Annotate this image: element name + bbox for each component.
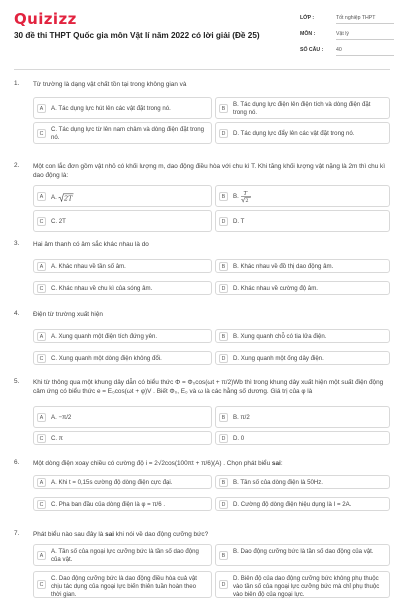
option-a[interactable] [33,475,212,489]
question-text-part: Phát biểu nào sau đây là [33,531,106,538]
option-text: B. Dao động cưỡng bức là tần số dao động của vật. [233,548,374,555]
option-text: D. Tác dụng lực đẩy lên các vật đặt trong nó. [233,130,355,137]
option-text: B. Xung quanh chỗ có tia lửa điện. [233,333,327,340]
option-text: B. Tần số của dòng điện là 50Hz. [233,479,323,486]
option-key-box: B [219,413,228,422]
option-d[interactable] [215,210,390,232]
option-text: C. Pha ban đầu của dòng điện là φ = π/6 . [51,501,166,508]
option-a[interactable] [33,97,212,119]
option-key-box: C [37,500,46,509]
option-key-box: C [37,129,46,138]
option-d[interactable] [215,351,390,365]
option-text: A. Xung quanh một điện tích đứng yên. [51,333,158,340]
option-text: C. Khác nhau về chu kì của sóng âm. [51,285,153,292]
question-text: Hai âm thanh có âm sắc khác nhau là do [33,241,149,248]
question-number: 6. [14,459,20,466]
option-key-box: C [37,284,46,293]
meta-label: SỐ CÂU : [300,47,324,53]
option-key-box: C [37,580,46,589]
question-number: 3. [14,240,20,247]
question-text: Khi từ thông qua một khung dây dẫn có biểu thức Φ = Φ₀cos(ωt + π/2)Wb thì trong khung dây xuất hiện một suất điện động cảm ứng có biểu thức e = E₀cos(ωt + φ)V . Biết Φ₀, E₀ và ω là các hằng số dương. Giá trị của φ là [33,379,384,395]
question-text-part: Một dòng điện xoay chiều có cường độ i = 2√2cos(100πt + π/6)(A) . Chọn phát biểu [33,460,272,467]
question-text-emphasis: sai [105,531,115,538]
option-text: D. Xung quanh một ống dây điện. [233,355,324,362]
option-d[interactable] [215,571,390,598]
question-text-part: : [280,460,283,467]
svg-text:2T: 2T [64,194,73,202]
meta-label: LỚP : [300,15,315,21]
option-d[interactable] [215,122,390,144]
option-key-box: D [219,500,228,509]
option-key-box: A [37,413,46,422]
option-c[interactable] [33,571,212,598]
option-b[interactable] [215,97,390,119]
question-text [33,530,389,539]
option-text: B. Tác dụng lực điện lên điện tích và dòng điện đặt trong nó. [233,101,371,116]
option-label: B. [233,193,241,201]
option-text: A. Tác dụng lực hút lên các vật đặt trong nó. [51,105,171,112]
option-c[interactable] [33,497,212,511]
option-text: C. 2T [51,218,66,225]
question-number: 1. [14,80,20,87]
option-key-box: B [219,551,228,560]
option-text: C. Dao động cưỡng bức là dao động điều hòa cuả vật chịu tác dụng của ngoại lực biến thiên tuần hoàn theo thời gian. [51,575,197,598]
question-number: 7. [14,530,20,537]
option-d[interactable] [215,497,390,511]
option-key-box: D [219,434,228,443]
option-key-box: C [37,434,46,443]
header-divider [14,69,390,70]
option-a[interactable] [33,406,212,428]
question-text-part: khi nói về dao động cưỡng bức? [114,531,209,538]
option-c[interactable] [33,210,212,232]
question-text: Điện từ trường xuất hiện [33,311,103,318]
meta-value: Tốt nghiệp THPT [336,15,394,24]
question-text: Một con lắc đơn gồm vật nhỏ có khối lượng m, dao động điều hòa với chu kì T. Khi tăng khối lượng vật nặng là 2m thì chu kì dao động là: [33,163,386,179]
question-text-emphasis: sai [271,460,281,467]
option-c[interactable] [33,122,212,144]
option-a[interactable] [33,329,212,343]
question-number: 2. [14,162,20,169]
quizizz-logo: Quizizz [14,10,77,28]
option-key-box: B [219,104,228,113]
option-b[interactable] [215,329,390,343]
option-key-box: A [37,104,46,113]
option-text: A. Khác nhau về tần số âm. [51,263,126,270]
option-a[interactable] [33,544,212,566]
option-c[interactable] [33,351,212,365]
option-d[interactable] [215,281,390,295]
option-key-box: B [219,478,228,487]
math-sqrt2-t [58,193,74,202]
option-text: B. π/2 [233,414,250,421]
option-key-box: D [219,284,228,293]
meta-value: Vật lý [336,31,394,40]
option-text: C. π [51,435,63,442]
option-text: C. Xung quanh một dòng điện không đổi. [51,355,162,362]
option-key-box: B [219,332,228,341]
option-b[interactable] [215,259,390,273]
option-key-box: C [37,217,46,226]
option-text: B. Khác nhau về đồ thị dao động âm. [233,263,334,270]
option-text: D. Biên độ của dao động cưỡng bức không phụ thuộc vào tần số của ngoại lực cưỡng bức mà chỉ phụ thuộc vào biên độ của ngoại lực. [233,575,380,598]
option-key-box: B [219,192,228,201]
option-text: A. −π/2 [51,414,72,421]
option-d[interactable] [215,431,390,445]
option-text: A. Khi t = 0,15s cường độ dòng điện cực đại. [51,479,173,486]
question-text [33,459,389,468]
option-text: C. Tác dụng lực từ lên nam châm và dòng điện đặt trong nó. [51,126,205,141]
option-text: A. Tần số của ngoại lực cưỡng bức là tần số dao động của vật. [51,548,199,563]
option-text: D. 0 [233,435,245,442]
option-b[interactable] [215,185,390,207]
option-key-box: A [37,262,46,271]
option-c[interactable] [33,281,212,295]
option-key-box: A [37,332,46,341]
option-label: A. [51,194,59,202]
option-key-box: A [37,192,46,201]
option-key-box: B [219,262,228,271]
option-key-box: C [37,354,46,363]
option-b[interactable] [215,475,390,489]
option-a[interactable] [33,259,212,273]
option-key-box: D [219,129,228,138]
question-text: Từ trường là dạng vật chất tồn tại trong không gian và [33,81,187,88]
option-key-box: D [219,354,228,363]
option-text: D. Khác nhau về cường độ âm. [233,285,318,292]
option-key-box: A [37,551,46,560]
option-c[interactable] [33,431,212,445]
svg-text:T: T [243,191,248,198]
svg-text:2: 2 [245,198,250,203]
meta-value: 40 [336,47,394,56]
option-text: D. Cường độ dòng điện hiệu dụng là I = 2A. [233,501,352,508]
option-key-box: A [37,478,46,487]
meta-label: MÔN : [300,31,316,37]
option-b[interactable] [215,544,390,566]
question-number: 5. [14,378,20,385]
option-b[interactable] [215,406,390,428]
option-key-box: D [219,217,228,226]
option-text: D. T [233,218,245,225]
option-a[interactable] [33,185,212,207]
question-number: 4. [14,310,20,317]
math-t-over-sqrt2 [240,190,252,203]
option-key-box: D [219,580,228,589]
worksheet-header [0,0,400,62]
page-title: 30 đề thi THPT Quốc gia môn Vật lí năm 2022 có lời giải (Đề 25) [14,31,260,40]
